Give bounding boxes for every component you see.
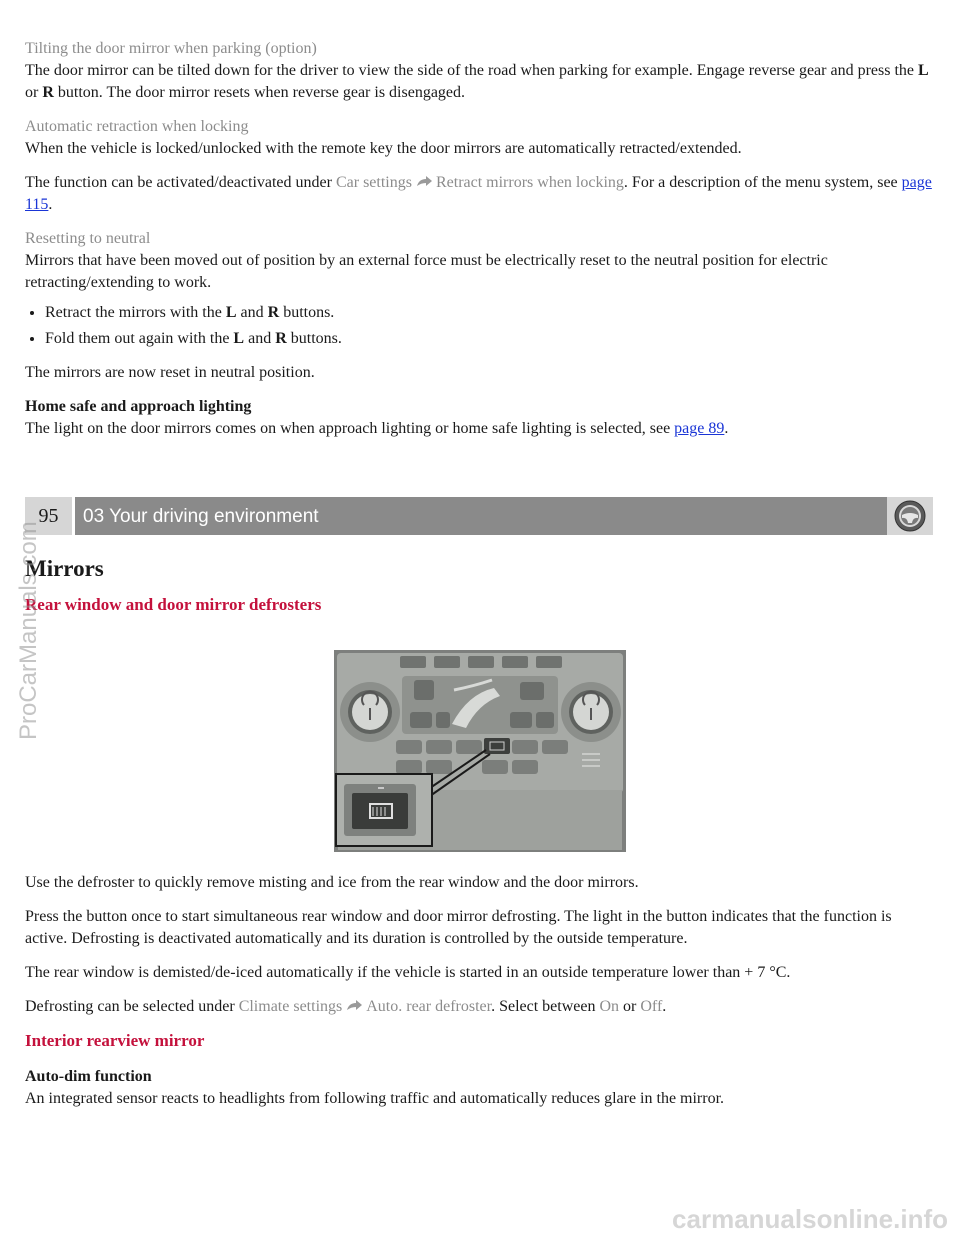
text: . bbox=[48, 196, 53, 213]
defrosters-heading: Rear window and door mirror defrosters bbox=[25, 595, 322, 614]
arrow-right-icon bbox=[344, 999, 364, 1013]
auto-dim-paragraph: An integrated sensor reacts to headlights from following traffic and automatically reduces glare in the mirror. bbox=[25, 1090, 725, 1107]
home-safe-paragraph bbox=[25, 418, 937, 440]
l-key: L bbox=[233, 330, 245, 347]
r-key: R bbox=[267, 304, 280, 321]
watermark-left: ProCarManuals.com bbox=[15, 521, 42, 740]
list-item bbox=[45, 302, 937, 324]
menu-retract-mirrors: Retract mirrors when locking bbox=[435, 174, 624, 191]
text: button. The door mirror resets when reverse gear is disengaged. bbox=[53, 84, 466, 101]
volvo-steering-wheel-icon bbox=[893, 499, 927, 533]
reset-steps-list bbox=[25, 302, 937, 350]
reset-paragraph: Mirrors that have been moved out of position by an external force must be electrically reset to the neutral position for electric retracting/extending to work. bbox=[25, 252, 828, 291]
page-115-link[interactable]: page 115 bbox=[25, 174, 932, 213]
section-title: Mirrors bbox=[25, 556, 104, 581]
text: The door mirror can be tilted down for the driver to view the side of the road when parking for example. Engage reverse gear and press the bbox=[25, 62, 919, 79]
neutral-paragraph: The mirrors are now reset in neutral position. bbox=[25, 364, 315, 381]
auto-retraction-paragraph: When the vehicle is locked/unlocked with the remote key the door mirrors are automatically retracted/extended. bbox=[25, 140, 742, 157]
r-key: R bbox=[275, 330, 287, 347]
reset-heading: Resetting to neutral bbox=[25, 230, 151, 247]
text: Fold them out again with the bbox=[45, 330, 234, 347]
text: buttons. bbox=[286, 330, 342, 347]
text: and bbox=[236, 304, 268, 321]
selection-paragraph bbox=[25, 996, 937, 1018]
text: The function can be activated/deactivated under bbox=[25, 174, 336, 191]
mirrors-section bbox=[25, 558, 937, 616]
function-paragraph bbox=[25, 172, 937, 216]
text: . For a description of the menu system, see bbox=[623, 174, 902, 191]
text: or bbox=[619, 998, 641, 1015]
list-item bbox=[45, 328, 937, 350]
menu-car-settings: Car settings bbox=[335, 174, 412, 191]
text: . Select between bbox=[491, 998, 600, 1015]
l-key: L bbox=[225, 304, 237, 321]
divider bbox=[72, 497, 75, 535]
l-key: L bbox=[918, 62, 929, 79]
watermark-bottom: carmanualsonline.info bbox=[672, 1204, 948, 1234]
interior-mirror-heading: Interior rearview mirror bbox=[25, 1031, 205, 1050]
text: Defrosting can be selected under bbox=[25, 998, 239, 1015]
text: The light on the door mirrors comes on when approach lighting or home safe lighting is selected, see bbox=[25, 420, 675, 437]
text: or bbox=[25, 84, 43, 101]
text: . bbox=[724, 420, 729, 437]
logo-box bbox=[887, 497, 933, 535]
press-paragraph: Press the button once to start simultaneous rear window and door mirror defrosting. The light in the button indicates that the function is active. Defrosting is deactivated automatically and its duration is controlled by the outside temperature. bbox=[25, 908, 892, 947]
text: buttons. bbox=[279, 304, 335, 321]
auto-dim-heading: Auto-dim function bbox=[25, 1068, 152, 1085]
text: . bbox=[662, 998, 667, 1015]
page-number: 95 bbox=[25, 497, 72, 535]
menu-climate-settings: Climate settings bbox=[238, 998, 343, 1015]
option-on: On bbox=[599, 998, 620, 1015]
text: Retract the mirrors with the bbox=[45, 304, 226, 321]
option-off: Off bbox=[640, 998, 663, 1015]
climate-panel-image bbox=[334, 650, 626, 852]
rear-window-paragraph: The rear window is demisted/de-iced automatically if the vehicle is started in an outside temperature lower than + 7 °C. bbox=[25, 964, 791, 981]
lower-content bbox=[25, 872, 937, 1122]
r-key: R bbox=[42, 84, 54, 101]
tilt-paragraph bbox=[25, 60, 937, 104]
top-content bbox=[25, 38, 937, 452]
chapter-header-bar bbox=[25, 497, 933, 535]
home-safe-heading: Home safe and approach lighting bbox=[25, 398, 252, 415]
auto-retraction-heading: Automatic retraction when locking bbox=[25, 118, 249, 135]
arrow-right-icon bbox=[414, 175, 434, 189]
chapter-title: 03 Your driving environment bbox=[83, 506, 319, 527]
text: and bbox=[244, 330, 276, 347]
page-89-link[interactable]: page 89 bbox=[674, 420, 725, 437]
use-paragraph: Use the defroster to quickly remove misting and ice from the rear window and the door mirrors. bbox=[25, 874, 639, 891]
menu-auto-rear-defroster: Auto. rear defroster bbox=[366, 998, 492, 1015]
climate-panel-illustration bbox=[334, 650, 626, 852]
tilt-heading: Tilting the door mirror when parking (option) bbox=[25, 40, 317, 57]
